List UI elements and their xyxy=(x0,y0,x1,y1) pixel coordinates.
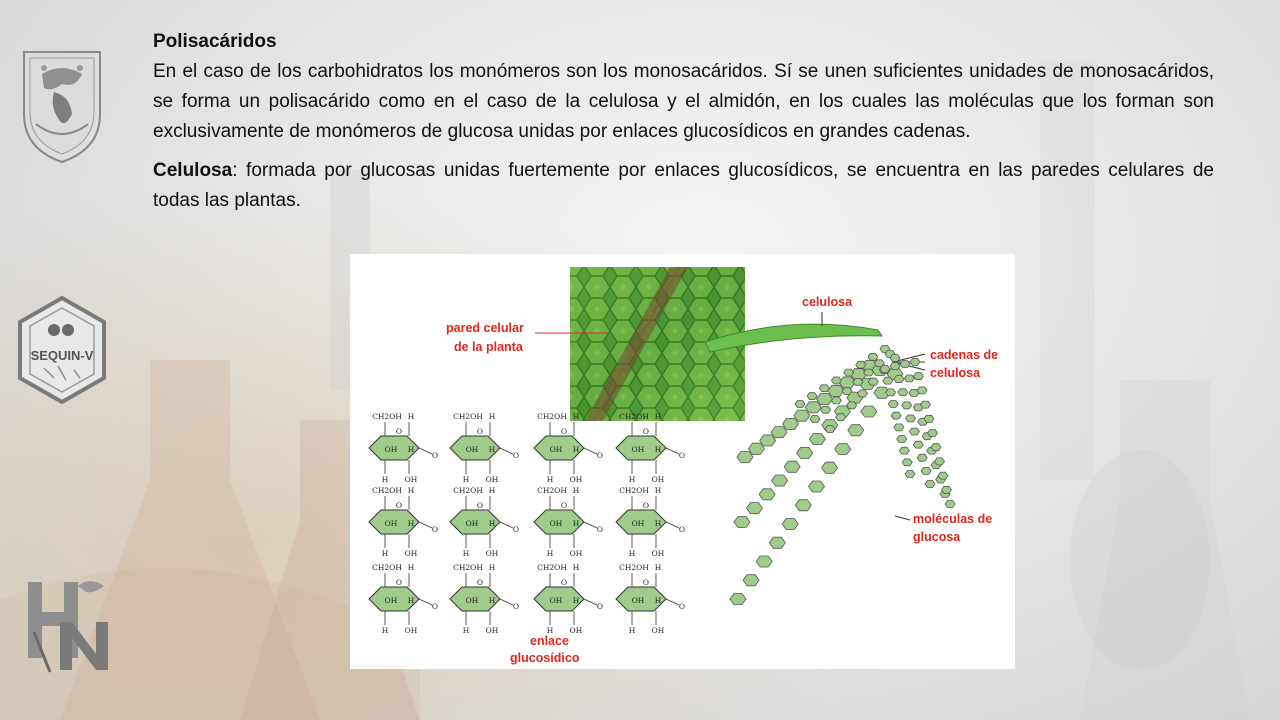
atom-label: OH xyxy=(651,626,665,635)
atom-label: O xyxy=(678,525,686,534)
glucose-hexagon xyxy=(917,387,927,394)
bond xyxy=(584,599,597,605)
glucose-hexagon xyxy=(945,501,955,508)
glucose-hexagon xyxy=(868,353,878,360)
atom-label: H xyxy=(572,486,580,495)
atom-label: O xyxy=(512,451,520,460)
atom-label: CH2OH xyxy=(453,412,483,421)
glucose-hexagon xyxy=(942,486,952,493)
glucose-hexagon xyxy=(913,441,923,448)
glucose-hexagon xyxy=(880,366,890,373)
glucose-ring xyxy=(450,563,519,635)
glucose-ring xyxy=(534,486,603,558)
atom-label: OH xyxy=(404,549,418,558)
text-content xyxy=(153,27,1214,216)
atom-label: H xyxy=(488,563,496,572)
glucose-chain xyxy=(795,346,890,408)
glucose-hexagon xyxy=(737,452,753,463)
glucose-hexagon xyxy=(784,461,800,472)
atom-label: OH xyxy=(384,519,398,528)
atom-label: H xyxy=(546,549,554,558)
bond xyxy=(666,599,679,605)
glucose-ring xyxy=(534,563,603,635)
glucose-hexagon xyxy=(734,517,750,528)
bond xyxy=(584,448,597,454)
atom-label: H xyxy=(488,519,496,528)
glucose-hexagon xyxy=(928,430,938,437)
atom-label: OH xyxy=(549,519,563,528)
glucose-hexagon xyxy=(797,447,813,458)
atom-label: O xyxy=(476,427,484,436)
atom-label: CH2OH xyxy=(619,563,649,572)
atom-label: O xyxy=(642,427,650,436)
atom-label: O xyxy=(596,525,604,534)
glucose-hexagon xyxy=(748,443,764,454)
glucose-hexagon xyxy=(902,459,912,466)
atom-label: H xyxy=(462,475,470,484)
glucose-hexagon xyxy=(924,415,934,422)
atom-label: H xyxy=(572,519,580,528)
glucose-hexagon xyxy=(756,556,772,567)
atom-label: OH xyxy=(549,445,563,454)
atom-label: O xyxy=(395,501,403,510)
glucose-ring xyxy=(616,486,685,558)
glucose-hexagon xyxy=(760,435,776,446)
atom-label: H xyxy=(462,549,470,558)
glucose-hexagon xyxy=(902,402,912,409)
glucose-hexagon xyxy=(925,481,935,488)
atom-label: O xyxy=(512,602,520,611)
atom-label: O xyxy=(395,427,403,436)
glucose-hexagon xyxy=(819,385,829,392)
glucose-hexagon xyxy=(897,436,907,443)
glucose-hexagon xyxy=(900,361,910,368)
page-title: Polisacáridos xyxy=(153,31,277,52)
atom-label: OH xyxy=(569,549,583,558)
glucose-ring xyxy=(616,563,685,635)
glucose-hexagon xyxy=(905,471,915,478)
glucose-hexagon xyxy=(771,427,787,438)
glucose-hexagon xyxy=(831,377,841,384)
glucose-hexagon xyxy=(868,378,878,385)
glucose-hexagon xyxy=(931,444,941,451)
atom-label: H xyxy=(381,549,389,558)
atom-label: H xyxy=(488,445,496,454)
glucose-hexagon xyxy=(894,376,904,383)
atom-label: OH xyxy=(651,549,665,558)
atom-label: OH xyxy=(569,475,583,484)
glucose-ring xyxy=(534,412,603,484)
atom-label: O xyxy=(395,578,403,587)
glucose-ring xyxy=(369,563,438,635)
glucose-hexagon xyxy=(921,401,931,408)
glucose-ring xyxy=(616,412,685,484)
glucose-hexagon xyxy=(831,397,841,404)
glucose-hexagon xyxy=(935,458,945,465)
glucose-hexagon xyxy=(842,388,852,395)
atom-label: CH2OH xyxy=(537,412,567,421)
glucose-hexagon xyxy=(894,424,904,431)
glucose-hexagon xyxy=(825,426,835,433)
atom-label: CH2OH xyxy=(619,486,649,495)
glucose-hexagon xyxy=(856,361,866,368)
cellulose-diagram xyxy=(350,254,1015,669)
sequin-logo xyxy=(14,294,110,406)
glucose-hexagon xyxy=(795,401,805,408)
atom-label: OH xyxy=(465,596,479,605)
atom-label: H xyxy=(654,445,662,454)
glucose-hexagon xyxy=(743,575,759,586)
atom-label: H xyxy=(407,412,415,421)
glucose-hexagon xyxy=(836,414,846,421)
atom-label: O xyxy=(476,501,484,510)
glucose-hexagon xyxy=(883,377,893,384)
atom-label: H xyxy=(407,486,415,495)
atom-label: H xyxy=(407,519,415,528)
glucose-hexagon xyxy=(917,454,927,461)
atom-label: OH xyxy=(465,445,479,454)
atom-label: OH xyxy=(485,549,499,558)
glucose-hexagon xyxy=(769,537,785,548)
bond xyxy=(419,599,432,605)
glucose-hexagon xyxy=(810,416,820,423)
glucose-hexagon xyxy=(886,389,896,396)
glucose-hexagon xyxy=(938,472,948,479)
atom-label: CH2OH xyxy=(372,563,402,572)
atom-label: OH xyxy=(631,519,645,528)
label-chains: cadenas de xyxy=(930,348,999,362)
glucose-hexagon xyxy=(904,375,914,382)
atom-label: O xyxy=(678,451,686,460)
atom-label: CH2OH xyxy=(537,563,567,572)
atom-label: H xyxy=(654,519,662,528)
atom-label: O xyxy=(476,578,484,587)
label-molecules: moléculas de xyxy=(913,512,993,526)
atom-label: H xyxy=(572,596,580,605)
glucose-ring xyxy=(450,486,519,558)
glucose-hexagon xyxy=(891,412,901,419)
glucose-hexagon xyxy=(795,500,811,511)
atom-label: O xyxy=(560,501,568,510)
atom-label: H xyxy=(381,626,389,635)
atom-label: H xyxy=(488,412,496,421)
atom-label: CH2OH xyxy=(453,486,483,495)
atom-label: O xyxy=(678,602,686,611)
glucose-hexagon xyxy=(910,359,920,366)
glucose-structures xyxy=(369,412,685,635)
label-cellulose: celulosa xyxy=(802,295,853,309)
atom-label: H xyxy=(572,563,580,572)
atom-label: OH xyxy=(569,626,583,635)
atom-label: H xyxy=(628,626,636,635)
glucose-ring xyxy=(369,486,438,558)
bond xyxy=(500,448,513,454)
label-cell-wall-2: de la planta xyxy=(454,340,523,354)
sequin-logo-text: SEQUIN-V xyxy=(30,348,94,363)
label-cell-wall: pared celular xyxy=(446,321,524,335)
glucose-hexagon xyxy=(914,373,924,380)
glucose-hexagon xyxy=(821,406,831,413)
atom-label: H xyxy=(488,596,496,605)
atom-label: OH xyxy=(465,519,479,528)
atom-label: H xyxy=(654,596,662,605)
atom-label: OH xyxy=(485,475,499,484)
atom-label: H xyxy=(546,475,554,484)
glucose-hexagon xyxy=(848,425,864,436)
atom-label: H xyxy=(572,412,580,421)
atom-label: O xyxy=(596,451,604,460)
atom-label: O xyxy=(560,578,568,587)
glucose-hexagon xyxy=(898,389,908,396)
bond xyxy=(584,522,597,528)
atom-label: CH2OH xyxy=(372,486,402,495)
atom-label: OH xyxy=(631,445,645,454)
glucose-hexagon xyxy=(809,434,825,445)
atom-label: OH xyxy=(404,475,418,484)
cellulose-term: Celulosa xyxy=(153,160,233,181)
glucose-hexagon xyxy=(888,401,898,408)
label-chains-2: celulosa xyxy=(930,366,981,380)
glucose-hexagon xyxy=(730,594,746,605)
glucose-hexagon xyxy=(847,402,857,409)
bond xyxy=(419,522,432,528)
glucose-hexagon xyxy=(822,462,838,473)
glucose-hexagon xyxy=(844,369,854,376)
atom-label: CH2OH xyxy=(619,412,649,421)
glucose-hexagon xyxy=(747,503,763,514)
label-bond-2: glucosídico xyxy=(510,651,580,665)
glucose-hexagon xyxy=(890,363,900,370)
glucose-hexagon xyxy=(864,369,874,376)
glucose-hexagon xyxy=(828,385,844,396)
atom-label: O xyxy=(560,427,568,436)
atom-label: CH2OH xyxy=(537,486,567,495)
atom-label: H xyxy=(462,626,470,635)
atom-label: OH xyxy=(549,596,563,605)
atom-label: H xyxy=(407,563,415,572)
atom-label: H xyxy=(654,563,662,572)
label-molecules-2: glucosa xyxy=(913,530,961,544)
atom-label: OH xyxy=(631,596,645,605)
atom-label: OH xyxy=(384,596,398,605)
atom-label: O xyxy=(596,602,604,611)
atom-label: O xyxy=(512,525,520,534)
atom-label: OH xyxy=(384,445,398,454)
atom-label: H xyxy=(407,596,415,605)
glucose-hexagon xyxy=(921,467,931,474)
glucose-hexagon xyxy=(890,355,900,362)
glucose-hexagon xyxy=(899,447,909,454)
paragraph-monosaccharides: En el caso de los carbohidratos los monómeros son los monosacáridos. Sí se unen suficientes unidades de monosacáridos, se forma un polisacárido como en el caso de la celulosa y el almidón, en los cuales las moléculas que los forman son exclusivamente de monómeros de glucosa unidas por enlaces glucosídicos en grandes cadenas. xyxy=(153,61,1214,142)
glucose-hexagon xyxy=(783,418,799,429)
glucose-hexagon xyxy=(782,519,798,530)
glucose-hexagon xyxy=(909,428,919,435)
bond xyxy=(666,522,679,528)
glucose-hexagon xyxy=(906,415,916,422)
atom-label: CH2OH xyxy=(372,412,402,421)
glucose-hexagon xyxy=(858,390,868,397)
glucose-hexagon xyxy=(772,475,788,486)
atom-label: O xyxy=(431,451,439,460)
glucose-hexagon xyxy=(835,444,851,455)
glucose-hexagon xyxy=(817,394,833,405)
bond xyxy=(500,599,513,605)
atom-label: H xyxy=(381,475,389,484)
atom-label: H xyxy=(572,445,580,454)
glucose-hexagon xyxy=(853,378,863,385)
glucose-ring xyxy=(369,412,438,484)
cellulose-definition: : formada por glucosas unidas fuertemente por enlaces glucosídicos, se encuentra en las paredes celulares de todas las plantas. xyxy=(153,160,1214,211)
bond xyxy=(500,522,513,528)
atom-label: OH xyxy=(651,475,665,484)
glucose-ring xyxy=(450,412,519,484)
paragraph-cellulose xyxy=(153,156,1214,216)
atom-label: O xyxy=(642,578,650,587)
glucose-hexagon xyxy=(794,410,810,421)
atom-label: O xyxy=(642,501,650,510)
atom-label: H xyxy=(488,486,496,495)
glucose-hexagon xyxy=(861,406,877,417)
atom-label: CH2OH xyxy=(453,563,483,572)
hnc-logo xyxy=(20,572,114,676)
atom-label: H xyxy=(654,412,662,421)
atom-label: H xyxy=(546,626,554,635)
atom-label: OH xyxy=(485,626,499,635)
atom-label: O xyxy=(431,602,439,611)
unam-seal-logo xyxy=(14,44,110,166)
glucose-hexagon xyxy=(807,393,817,400)
atom-label: H xyxy=(407,445,415,454)
bond xyxy=(666,448,679,454)
atom-label: OH xyxy=(404,626,418,635)
atom-label: O xyxy=(431,525,439,534)
glucose-hexagon xyxy=(759,489,775,500)
cellulose-diagram-svg xyxy=(350,254,1015,669)
glucose-hexagon xyxy=(805,402,821,413)
glucose-hexagon xyxy=(809,481,825,492)
atom-label: H xyxy=(628,475,636,484)
atom-label: H xyxy=(628,549,636,558)
label-bond: enlace xyxy=(530,634,569,648)
bond xyxy=(419,448,432,454)
cellulose-chains xyxy=(730,346,955,605)
atom-label: H xyxy=(654,486,662,495)
